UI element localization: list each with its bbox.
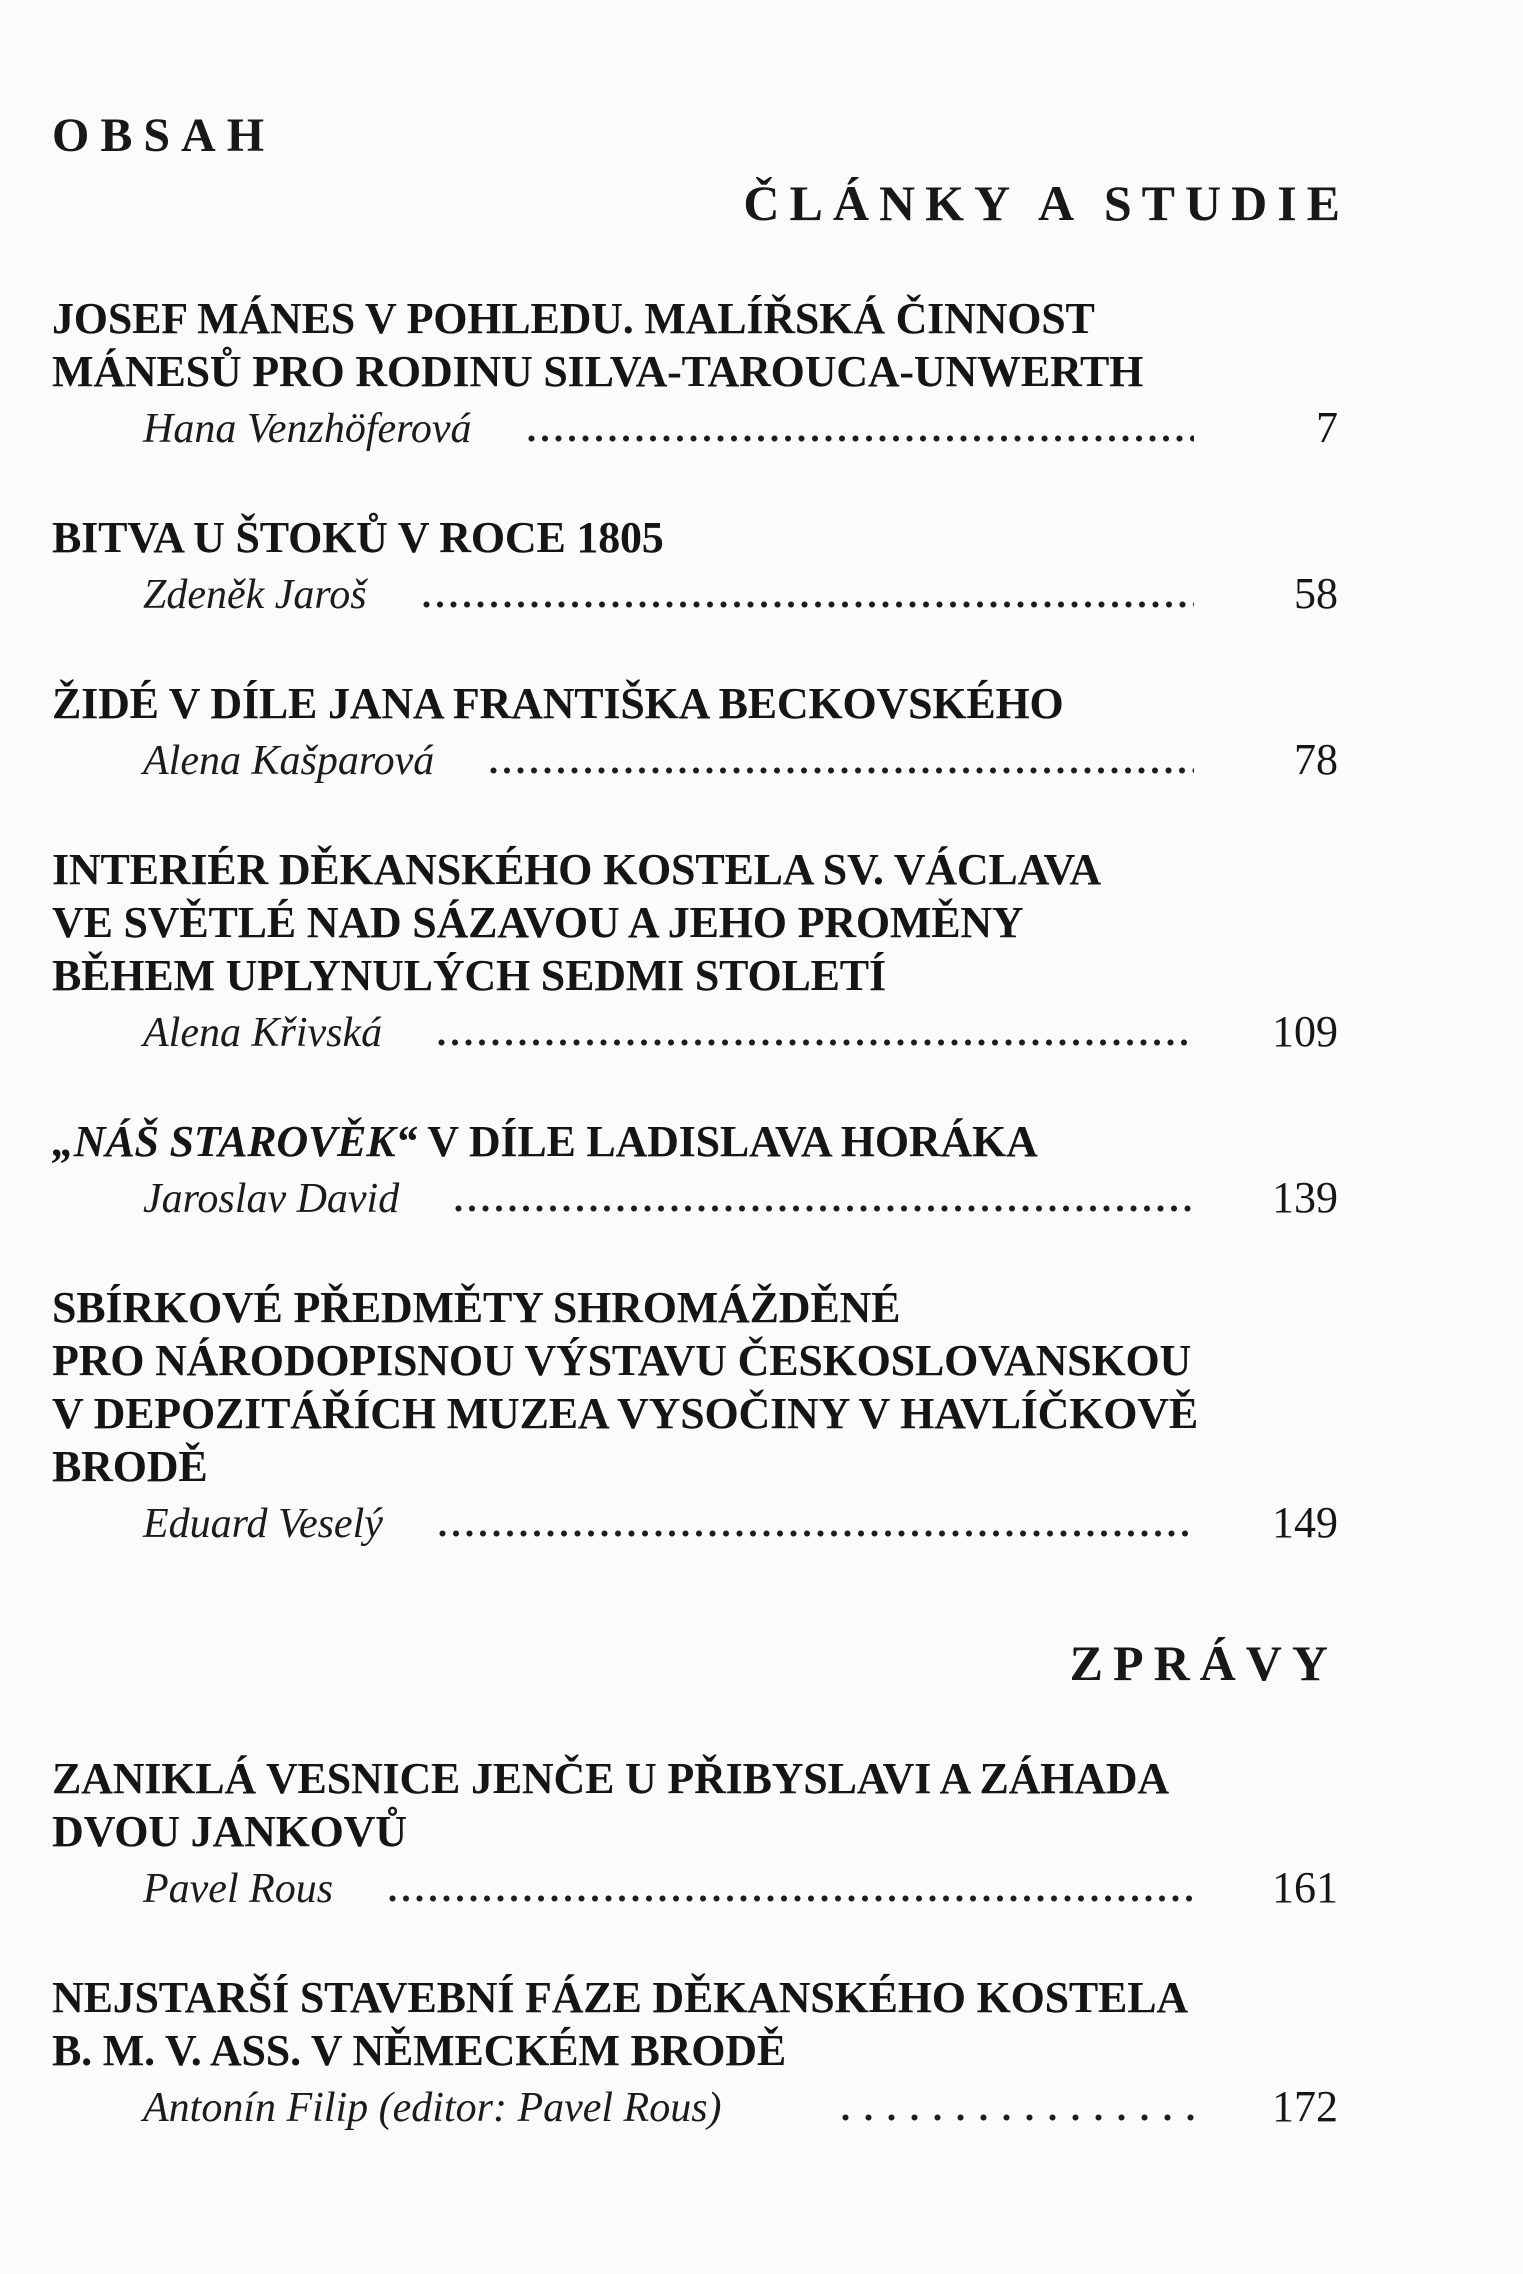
- entry-title-segment: PRO NÁRODOPISNOU VÝSTAVU ČESKOSLOVANSKOU: [52, 1336, 1192, 1385]
- entry-title: [52, 511, 1338, 564]
- entry-title: [52, 1281, 1338, 1493]
- entry-title-line: [52, 1971, 1338, 2024]
- toc-section: [52, 1635, 1338, 2134]
- author-row: [52, 2081, 1338, 2134]
- author-name: Hana Venzhöferová: [143, 406, 472, 452]
- toc-entry: [52, 511, 1338, 621]
- dot-leader: [842, 2114, 1194, 2121]
- toc-sections: [52, 175, 1350, 2134]
- author-row: [52, 1006, 1338, 1059]
- toc-entry: [52, 1752, 1338, 1915]
- dot-leader: [528, 435, 1194, 442]
- entry-title-line: [52, 1752, 1338, 1805]
- entry-title: [52, 292, 1338, 398]
- section-entries: [52, 1752, 1338, 2134]
- dot-leader: [490, 767, 1194, 774]
- entry-title-line: [52, 1805, 1338, 1858]
- entry-title-segment: INTERIÉR DĚKANSKÉHO KOSTELA SV. VÁCLAVA: [52, 845, 1101, 894]
- entry-title-segment: BRODĚ: [52, 1442, 208, 1491]
- author-row: [52, 1497, 1338, 1550]
- author-row: [52, 1172, 1338, 1225]
- page-number: 149: [1272, 1498, 1338, 1547]
- section-entries: [52, 292, 1338, 1550]
- entry-title-line: [52, 1281, 1338, 1334]
- entry-title-segment: V DÍLE LADISLAVA HORÁKA: [417, 1117, 1038, 1166]
- toc-entry: [52, 1281, 1338, 1550]
- entry-title-segment: DVOU JANKOVŮ: [52, 1807, 407, 1856]
- entry-title-line: [52, 292, 1338, 345]
- entry-title-segment: SBÍRKOVÉ PŘEDMĚTY SHROMÁŽDĚNÉ: [52, 1283, 901, 1332]
- entry-title-segment: VE SVĚTLÉ NAD SÁZAVOU A JEHO PROMĚNY: [52, 898, 1024, 947]
- entry-title-line: [52, 1115, 1338, 1168]
- entry-title: [52, 677, 1338, 730]
- entry-title-segment: BĚHEM UPLYNULÝCH SEDMI STOLETÍ: [52, 951, 886, 1000]
- author-row: [52, 568, 1338, 621]
- dot-leader: [439, 1530, 1194, 1537]
- entry-title-segment: JOSEF MÁNES V POHLEDU. MALÍŘSKÁ ČINNOST: [52, 294, 1095, 343]
- author-name: Antonín Filip (editor: Pavel Rous): [143, 2085, 722, 2131]
- author-name: Zdeněk Jaroš: [143, 572, 367, 618]
- toc-entry: [52, 677, 1338, 787]
- entry-title-segment: V DEPOZITÁŘÍCH MUZEA VYSOČINY V HAVLÍČKOVĚ: [52, 1389, 1199, 1438]
- entry-title-line: [52, 2024, 1338, 2077]
- entry-title-line: [52, 511, 1338, 564]
- entry-title-line: [52, 677, 1338, 730]
- dot-leader: [423, 601, 1194, 608]
- entry-title-line: [52, 896, 1338, 949]
- toc-entry: [52, 843, 1338, 1059]
- page-title: OBSAH: [52, 109, 276, 162]
- entry-title-segment: „NÁŠ STAROVĚK“: [52, 1117, 418, 1166]
- page-number: 172: [1272, 2082, 1338, 2131]
- author-name: Pavel Rous: [143, 1866, 334, 1912]
- entry-title-segment: NEJSTARŠÍ STAVEBNÍ FÁZE DĚKANSKÉHO KOSTELA: [52, 1973, 1188, 2022]
- toc-entry: [52, 1971, 1338, 2134]
- entry-title: [52, 843, 1338, 1002]
- page-number: 109: [1272, 1007, 1338, 1056]
- dot-leader: [455, 1205, 1194, 1212]
- toc-section: [52, 175, 1350, 1550]
- entry-title-segment: ZANIKLÁ VESNICE JENČE U PŘIBYSLAVI A ZÁHADA: [52, 1754, 1169, 1803]
- author-row: [52, 402, 1338, 455]
- section-heading: ČLÁNKY A STUDIE: [743, 175, 1350, 231]
- section-heading: ZPRÁVY: [1069, 1635, 1338, 1691]
- toc-entry: [52, 292, 1338, 455]
- entry-title-segment: B. M. V. ASS. V NĚMECKÉM BRODĚ: [52, 2026, 787, 2075]
- entry-title-line: [52, 345, 1338, 398]
- page-number: 58: [1294, 569, 1338, 618]
- entry-title-line: [52, 843, 1338, 896]
- page-number: 7: [1316, 403, 1338, 452]
- entry-title-segment: BITVA U ŠTOKŮ V ROCE 1805: [52, 513, 664, 562]
- dot-leader: [389, 1895, 1194, 1902]
- page-number: 161: [1272, 1863, 1338, 1912]
- entry-title: [52, 1115, 1338, 1168]
- author-row: [52, 734, 1338, 787]
- entry-title-line: [52, 1440, 1338, 1493]
- page-number: 78: [1294, 735, 1338, 784]
- entry-title-segment: MÁNESŮ PRO RODINU SILVA-TAROUCA-UNWERTH: [52, 347, 1144, 396]
- dot-leader: [438, 1039, 1194, 1046]
- author-name: Eduard Veselý: [143, 1501, 383, 1547]
- author-name: Alena Kašparová: [143, 738, 435, 784]
- entry-title-line: [52, 1387, 1338, 1440]
- entry-title-segment: ŽIDÉ V DÍLE JANA FRANTIŠKA BECKOVSKÉHO: [52, 679, 1064, 728]
- author-row: [52, 1862, 1338, 1915]
- toc-entry: [52, 1115, 1338, 1225]
- entry-title-line: [52, 949, 1338, 1002]
- entry-title-line: [52, 1334, 1338, 1387]
- page-number: 139: [1272, 1173, 1338, 1222]
- author-name: Alena Křivská: [143, 1010, 383, 1056]
- entry-title: [52, 1971, 1338, 2077]
- author-name: Jaroslav David: [143, 1176, 400, 1222]
- entry-title: [52, 1752, 1338, 1858]
